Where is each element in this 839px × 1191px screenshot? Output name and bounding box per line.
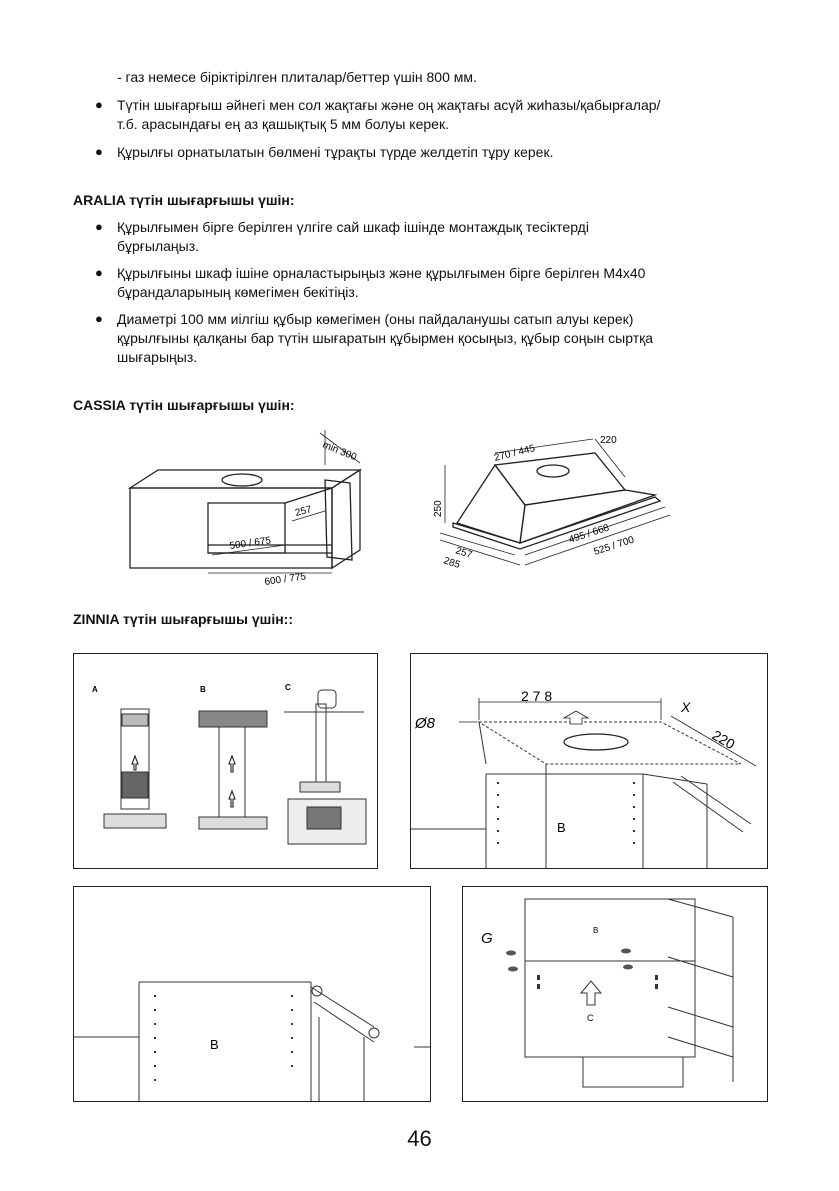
- bullet-dot: ●: [95, 265, 103, 280]
- panel-label-b: B: [210, 1037, 219, 1052]
- bullet-dot: ●: [95, 97, 103, 112]
- label-c: C: [587, 1013, 594, 1023]
- cabinet-front: [130, 488, 332, 568]
- zinnia-fig-airflow: [73, 653, 378, 869]
- intro-gas-line: - газ немесе біріктірілген плиталар/беттер үшін 800 мм.: [117, 69, 477, 85]
- aralia-bullet-3-line2: құрылғыны қалқаны бар түтін шығаратын құбырмен қосыңыз, құбыр соңын сыртқа: [117, 330, 654, 346]
- cassia-cabinet-diagram: [120, 425, 380, 590]
- dim-600-775: 600 / 775: [263, 571, 307, 588]
- bullet-dot: ●: [95, 219, 103, 234]
- aralia-bullet-2-line2: бұрандаларының көмегімен бекітіңіз.: [117, 284, 359, 300]
- dim-525-700: 525 / 700: [592, 534, 636, 558]
- zinnia-fig-dimensions: [410, 653, 768, 869]
- fig-label-a: A: [92, 685, 98, 694]
- bullet-dot: ●: [95, 311, 103, 326]
- dim-250: 250: [433, 500, 444, 517]
- dim-257: 257: [294, 504, 313, 519]
- fig-label-b: B: [200, 685, 206, 694]
- dim-270-445: 270 / 445: [493, 443, 537, 464]
- aralia-heading: ARALIA түтін шығарғышы үшін:: [73, 192, 295, 208]
- aralia-bullet-1-line1: Құрылғымен бірге берілген үлгіге сай шкаф ішінде монтаждық тесіктерді: [117, 219, 589, 235]
- fig-label-c: C: [285, 683, 291, 692]
- dim-285: 285: [442, 555, 462, 572]
- cabinet-side: [332, 470, 360, 568]
- duct-hole: [222, 474, 262, 486]
- aralia-bullet-1: [117, 218, 767, 256]
- dim-x: X: [681, 699, 691, 715]
- aralia-bullet-3: [117, 310, 767, 367]
- dim-500-675: 500 / 675: [228, 535, 272, 552]
- hood-duct: [537, 465, 569, 477]
- aralia-bullet-1-line2: бұрғылаңыз.: [117, 238, 200, 254]
- label-g: G: [481, 930, 493, 947]
- cabinet-door: [325, 480, 352, 560]
- cassia-hood-diagram: [425, 425, 680, 585]
- aralia-bullet-3-line1: Диаметрі 100 мм иілгіш құбыр көмегімен (оны пайдаланушы сатып алуы керек): [117, 311, 634, 327]
- cassia-heading: CASSIA түтін шығарғышы үшін:: [73, 397, 295, 413]
- dim-278: 2 7 8: [521, 688, 553, 704]
- zinnia-heading: ZINNIA түтін шығарғышы үшін::: [73, 611, 293, 627]
- page-number: 46: [407, 1126, 432, 1151]
- aralia-bullet-3-line3: шығарыңыз.: [117, 349, 198, 365]
- dim-495-668: 495 / 668: [567, 522, 611, 546]
- zinnia-fig-panel: [73, 886, 431, 1102]
- label-b-small: B: [593, 926, 599, 935]
- intro-bullet-1-line2: т.б. арасындағы ең аз қашықтық 5 мм болуы керек.: [117, 116, 449, 132]
- dim-220: 220: [600, 435, 617, 446]
- dim-diameter-8: Ø8: [415, 715, 436, 732]
- bullet-dot: ●: [95, 144, 103, 159]
- panel-label-b: B: [557, 820, 566, 835]
- dim-min-300: min 300: [320, 439, 358, 464]
- hood-top: [495, 453, 625, 505]
- intro-bullet-2: Құрылғы орнатылатын бөлмені тұрақты түрде желдетіп тұру керек.: [117, 144, 554, 160]
- dim-257-hood: 257: [454, 545, 474, 562]
- intro-bullet-1-line1: Түтін шығарғыш әйнегі мен сол жақтағы және оң жақтағы асүй жиһазы/қабырғалар/: [117, 97, 661, 113]
- aralia-bullet-2-line1: Құрылғыны шкаф ішіне орналастырыңыз және құрылғымен бірге берілген М4х40: [117, 265, 646, 281]
- zinnia-fig-mounting: [462, 886, 768, 1102]
- aralia-bullet-2: [117, 264, 767, 302]
- dim-220-zinnia: 220: [709, 726, 738, 753]
- intro-bullet-1: [117, 96, 767, 134]
